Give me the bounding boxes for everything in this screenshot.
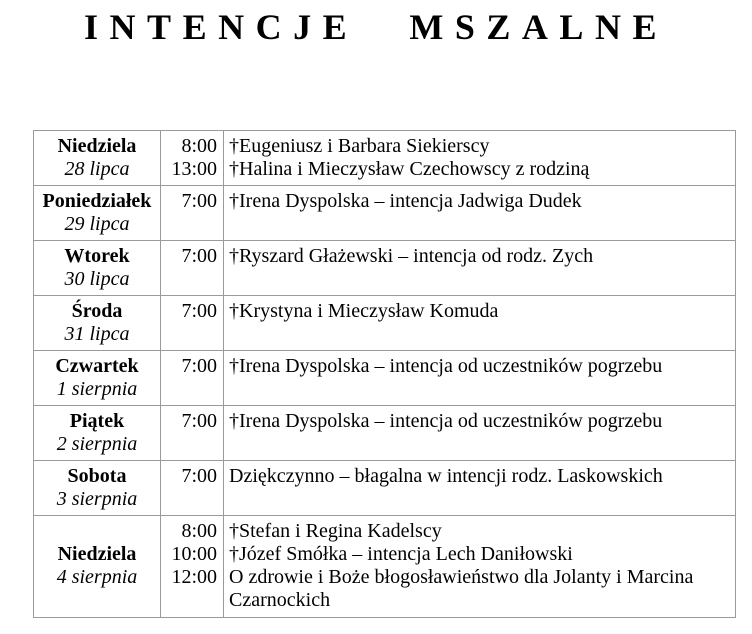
mass-time: 13:00 xyxy=(171,157,217,180)
intention-cell xyxy=(224,515,736,617)
time-cell xyxy=(161,130,224,185)
table-row xyxy=(34,350,736,405)
table-row xyxy=(34,515,736,617)
intention-text: Dziękczynno – błagalna w intencji rodz. Laskowskich xyxy=(229,464,663,487)
mass-time: 12:00 xyxy=(171,565,217,588)
table-row xyxy=(34,460,736,515)
day-name: Piątek xyxy=(69,409,125,432)
day-date: 30 lipca xyxy=(64,267,130,290)
day-cell xyxy=(34,460,161,515)
mass-time: 7:00 xyxy=(181,464,217,487)
mass-time: 7:00 xyxy=(181,354,217,377)
intention-text: O zdrowie i Boże błogosławieństwo dla Jolanty i Marcina Czarnockich xyxy=(229,565,694,611)
time-cell xyxy=(161,185,224,240)
day-date: 3 sierpnia xyxy=(56,487,138,510)
day-cell xyxy=(34,295,161,350)
day-date: 28 lipca xyxy=(64,157,130,180)
intention-text: †Eugeniusz i Barbara Siekierscy xyxy=(229,134,490,157)
intention-cell xyxy=(224,185,736,240)
day-name: Niedziela xyxy=(57,134,137,157)
mass-time: 8:00 xyxy=(181,519,217,542)
day-date: 2 sierpnia xyxy=(56,432,138,455)
intention-text: †Stefan i Regina Kadelscy xyxy=(229,519,442,542)
intention-cell xyxy=(224,295,736,350)
day-date: 29 lipca xyxy=(64,212,130,235)
day-name: Niedziela xyxy=(57,543,137,566)
day-date: 4 sierpnia xyxy=(56,566,138,589)
mass-time: 7:00 xyxy=(181,189,217,212)
time-cell xyxy=(161,350,224,405)
intention-text: †Irena Dyspolska – intencja Jadwiga Dudek xyxy=(229,189,582,212)
table-row xyxy=(34,295,736,350)
day-cell xyxy=(34,405,161,460)
intention-cell xyxy=(224,240,736,295)
day-name: Wtorek xyxy=(64,244,130,267)
intention-text: †Halina i Mieczysław Czechowscy z rodziną xyxy=(229,157,590,180)
table-row xyxy=(34,185,736,240)
table-row xyxy=(34,240,736,295)
day-cell xyxy=(34,240,161,295)
intention-cell xyxy=(224,350,736,405)
time-cell xyxy=(161,405,224,460)
mass-time: 7:00 xyxy=(181,409,217,432)
intention-text: †Irena Dyspolska – intencja od uczestników pogrzebu xyxy=(229,354,663,377)
day-date: 31 lipca xyxy=(64,322,130,345)
mass-time: 10:00 xyxy=(171,542,217,565)
intention-text: †Józef Smółka – intencja Lech Daniłowski xyxy=(229,542,573,565)
table-body xyxy=(34,130,736,617)
day-name: Czwartek xyxy=(55,354,139,377)
intention-text: †Ryszard Głażewski – intencja od rodz. Zych xyxy=(229,244,594,267)
time-cell xyxy=(161,295,224,350)
intention-cell xyxy=(224,130,736,185)
time-cell xyxy=(161,515,224,617)
time-cell xyxy=(161,240,224,295)
table-row xyxy=(34,405,736,460)
day-date: 1 sierpnia xyxy=(56,377,138,400)
mass-intentions-table xyxy=(33,130,736,618)
intention-text: †Krystyna i Mieczysław Komuda xyxy=(229,299,499,322)
day-name: Poniedziałek xyxy=(42,189,152,212)
time-cell xyxy=(161,460,224,515)
page-title: INTENCJE MSZALNE xyxy=(84,7,668,47)
day-name: Sobota xyxy=(67,464,127,487)
intention-cell xyxy=(224,405,736,460)
day-cell xyxy=(34,350,161,405)
day-cell xyxy=(34,515,161,617)
mass-time: 7:00 xyxy=(181,299,217,322)
mass-time: 8:00 xyxy=(181,134,217,157)
intention-cell xyxy=(224,460,736,515)
table-row xyxy=(34,130,736,185)
day-cell xyxy=(34,185,161,240)
day-cell xyxy=(34,130,161,185)
intention-text: †Irena Dyspolska – intencja od uczestników pogrzebu xyxy=(229,409,663,432)
mass-time: 7:00 xyxy=(181,244,217,267)
day-name: Środa xyxy=(71,299,123,322)
